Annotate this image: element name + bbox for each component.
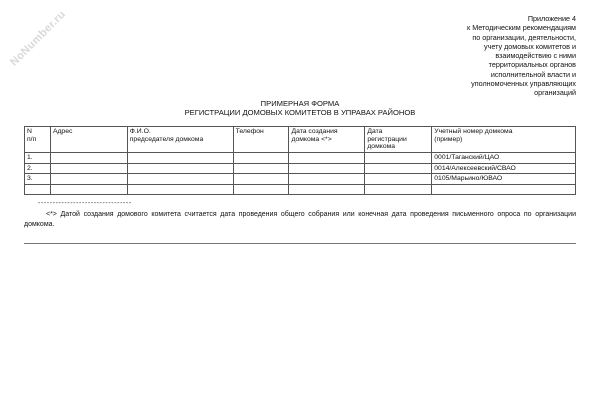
cell-creation-date [289,174,365,185]
form-title-line-1: ПРИМЕРНАЯ ФОРМА [260,99,340,108]
header-creation-date: Дата создания домкома <*> [289,127,365,153]
appendix-line: территориальных органов [488,60,576,70]
appendix-line: организаций [534,88,576,98]
cell-chairman-name [127,153,233,164]
registration-table [24,126,576,195]
cell-number: 3. [25,174,51,185]
header-registration-date: Дата регистрации домкома [365,127,432,153]
cell-phone [233,184,289,194]
cell-number: 1. [25,153,51,164]
header-number: N п/п [25,127,51,153]
table-row [25,184,576,194]
appendix-line: уполномоченных управляющих [471,79,576,89]
cell-account-number: 0001/Таганский/ЦАО [432,153,576,164]
table-row [25,153,576,164]
cell-account-number: 0105/Марьино/ЮВАО [432,174,576,185]
divider [24,243,576,244]
cell-creation-date [289,184,365,194]
appendix-line: учету домовых комитетов и [484,41,576,51]
cell-account-number [432,184,576,194]
cell-registration-date [365,174,432,185]
cell-creation-date [289,163,365,174]
cell-phone [233,153,289,164]
appendix-line: взаимодействию с ними [495,51,576,61]
header-address: Адрес [50,127,127,153]
appendix-line: исполнительной власти и [490,69,576,79]
footnote-text: <*> Датой создания домового комитета считается дата проведения общего собрания или конечная дата проведения письменного опроса по организации домкома. [24,211,576,228]
cell-address [50,174,127,185]
cell-chairman-name [127,174,233,185]
cell-registration-date [365,184,432,194]
header-chairman-name: Ф.И.О. председателя домкома [127,127,233,153]
appendix-line: к Методическим рекомендациям [467,23,576,33]
cell-account-number: 0014/Алексеевский/СВАО [432,163,576,174]
cell-phone [233,163,289,174]
header-phone: Телефон [233,127,289,153]
form-title-line-2: РЕГИСТРАЦИИ ДОМОВЫХ КОМИТЕТОВ В УПРАВАХ РАЙОНОВ [184,107,416,117]
appendix-note [416,14,576,98]
cell-address [50,153,127,164]
cell-registration-date [365,153,432,164]
cell-chairman-name [127,184,233,194]
form-title [0,100,600,117]
cell-number [25,184,51,194]
table-row [25,163,576,174]
cell-address [50,163,127,174]
header-account-number: Учетный номер домкома (пример) [432,127,576,153]
appendix-line: по организации, деятельности, [472,32,576,42]
cell-chairman-name [127,163,233,174]
watermark: NoNumber.ru [8,8,69,69]
cell-number: 2. [25,163,51,174]
table-row [25,174,576,185]
cell-address [50,184,127,194]
table-header-row [25,127,576,153]
footnote-separator: -------------------------------- [38,200,132,207]
cell-registration-date [365,163,432,174]
cell-phone [233,174,289,185]
cell-creation-date [289,153,365,164]
appendix-line: Приложение 4 [527,14,576,23]
